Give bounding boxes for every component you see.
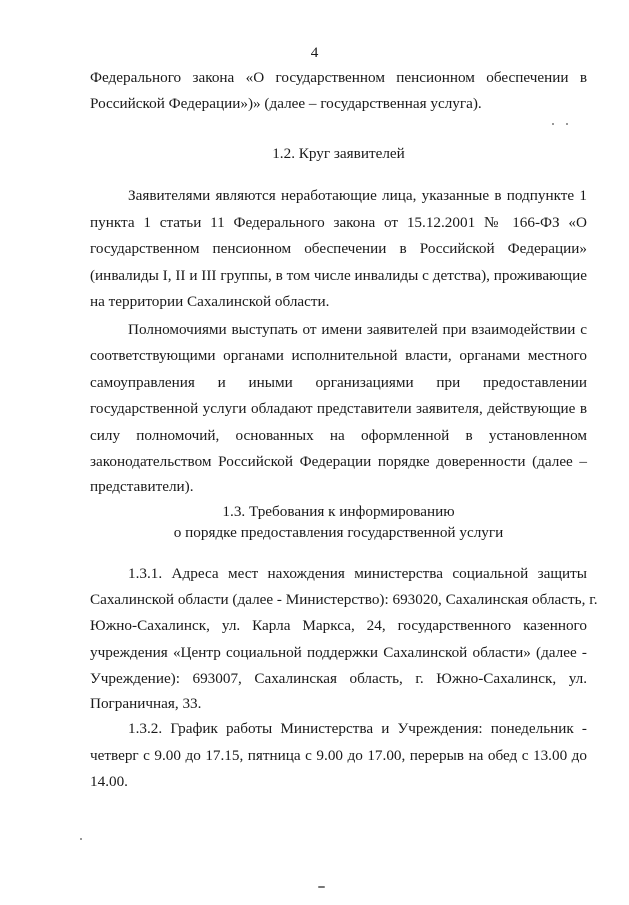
scan-speck	[318, 886, 325, 888]
paragraph-line: силу полномочий, основанных на оформленной в установленном	[90, 427, 587, 444]
scan-speck	[566, 123, 568, 125]
paragraph-line: (инвалиды I, II и III группы, в том числе инвалиды с детства), проживающие	[90, 267, 587, 284]
paragraph-line: Южно-Сахалинск, ул. Карла Маркса, 24, государственного казенного	[90, 617, 587, 634]
scan-speck	[552, 123, 554, 125]
paragraph-line: представители).	[90, 478, 194, 495]
paragraph-line: Полномочиями выступать от имени заявителей при взаимодействии с	[128, 321, 587, 338]
paragraph-line: 14.00.	[90, 773, 128, 790]
paragraph-line: на территории Сахалинской области.	[90, 293, 330, 310]
paragraph-line: законодательством Российской Федерации порядке доверенности (далее –	[90, 453, 587, 470]
paragraph-line: государственном пенсионном обеспечении в Российской Федерации»	[90, 240, 587, 257]
paragraph-line: Пограничная, 33.	[90, 695, 202, 712]
section-heading-1-2: 1.2. Круг заявителей	[272, 145, 405, 162]
paragraph-line: четверг с 9.00 до 17.15, пятница с 9.00 до 17.00, перерыв на обед с 13.00 до	[90, 747, 587, 764]
section-heading-1-3-line-1: 1.3. Требования к информированию	[222, 503, 455, 520]
paragraph-line: Сахалинской области (далее - Министерство): 693020, Сахалинская область, г.	[90, 591, 598, 608]
paragraph-line: Учреждение): 693007, Сахалинская область, г. Южно-Сахалинск, ул.	[90, 670, 587, 687]
scan-speck	[80, 838, 82, 840]
paragraph-line: учреждения «Центр социальной поддержки Сахалинской области» (далее -	[90, 644, 587, 661]
paragraph-line: Заявителями являются неработающие лица, указанные в подпункте 1	[128, 187, 587, 204]
section-heading-1-3-line-2: о порядке предоставления государственной услуги	[173, 524, 504, 541]
paragraph-line: соответствующими органами исполнительной власти, органами местного	[90, 347, 587, 364]
paragraph-line: государственной услуги обладают представители заявителя, действующие в	[90, 400, 587, 417]
paragraph-line: 1.3.1. Адреса мест нахождения министерства социальной защиты	[128, 565, 587, 582]
intro-line-2: Российской Федерации»)» (далее – государственная услуга).	[90, 95, 482, 112]
paragraph-line: 1.3.2. График работы Министерства и Учреждения: понедельник -	[128, 720, 587, 737]
paragraph-line: самоуправления и иными организациями при предоставлении	[90, 374, 587, 391]
intro-line-1: Федерального закона «О государственном пенсионном обеспечении в	[90, 69, 587, 86]
paragraph-line: пункта 1 статьи 11 Федерального закона от 15.12.2001 № 166-ФЗ «О	[90, 214, 587, 231]
page-number: 4	[310, 44, 319, 61]
